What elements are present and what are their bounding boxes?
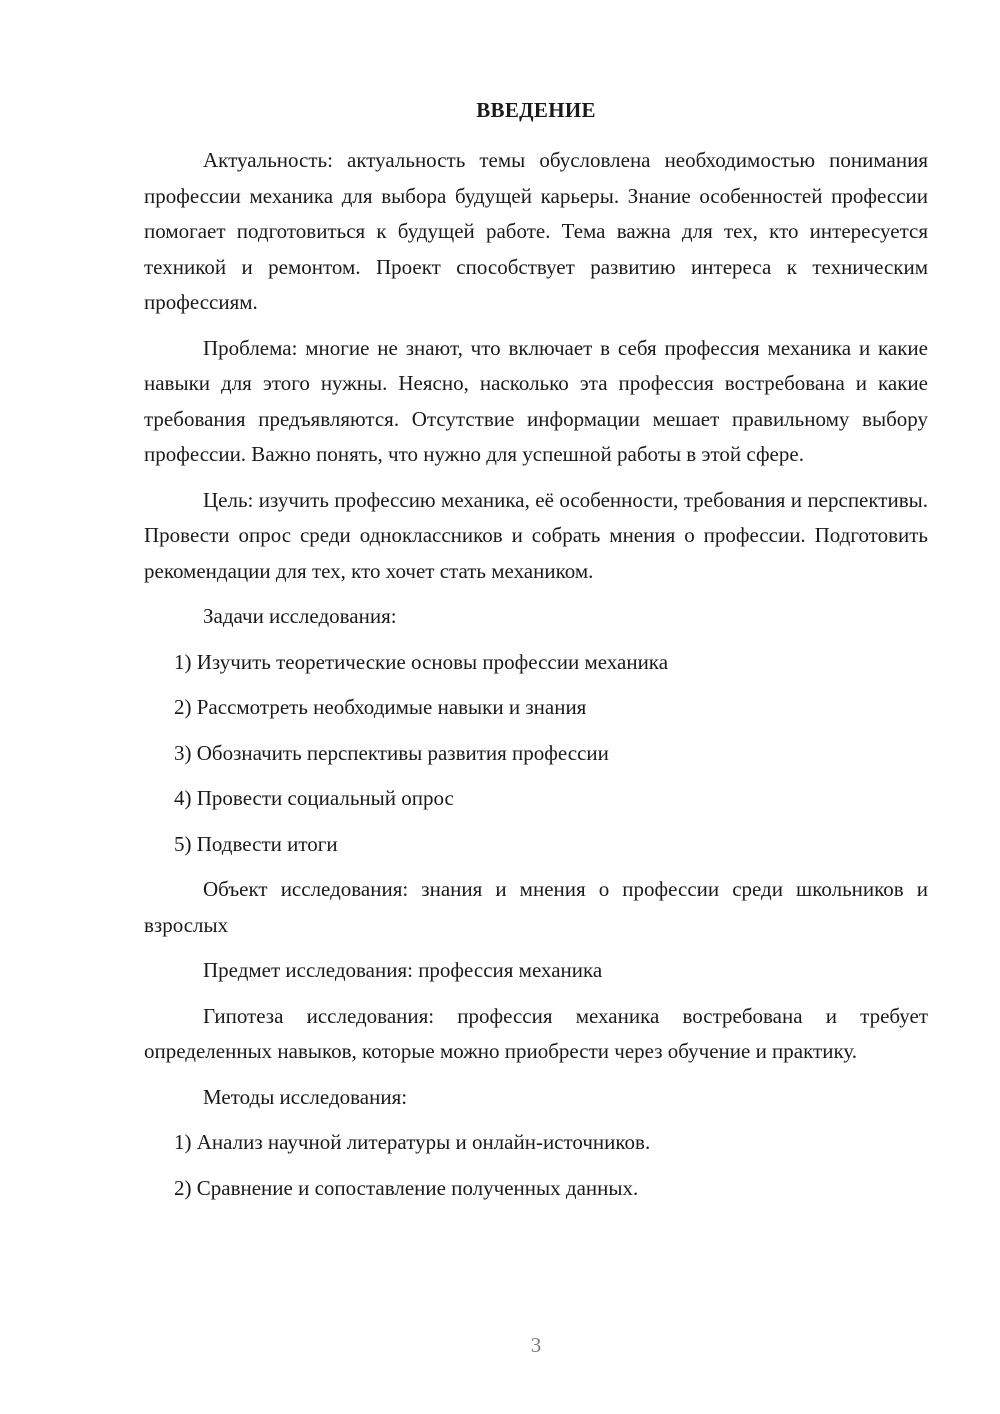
methods-list	[144, 1125, 928, 1206]
section-title: ВВЕДЕНИЕ	[476, 98, 596, 122]
tasks-list	[144, 645, 928, 863]
tasks-heading: Задачи исследования:	[203, 604, 397, 628]
relevance-paragraph: Актуальность: актуальность темы обусловлена необходимостью понимания профессии механика для выбора будущей карьеры. Знание особенностей профессии помогает подготовиться к будущей работе. Тема важна для тех, кто интересуется техникой и ремонтом. Проект способствует развитию интереса к техническим профессиям.	[144, 148, 928, 314]
list-item: 1) Изучить теоретические основы профессии механика	[174, 649, 669, 674]
list-item: 4) Провести социальный опрос	[174, 786, 454, 810]
object-paragraph: Объект исследования: знания и мнения о профессии среди школьников и взрослых	[144, 877, 928, 937]
list-item: 1) Анализ научной литературы и онлайн-источников.	[174, 1130, 651, 1154]
list-item: 2) Рассмотреть необходимые навыки и знания	[174, 695, 587, 719]
hypothesis-paragraph: Гипотеза исследования: профессия механика востребована и требует определенных навыков, которые можно приобрести через обучение и практику.	[144, 1003, 928, 1063]
document-page	[144, 94, 928, 1216]
list-item: 2) Сравнение и сопоставление полученных данных.	[174, 1175, 639, 1200]
subject-paragraph: Предмет исследования: профессия механика	[203, 958, 603, 982]
list-item: 3) Обозначить перспективы развития профессии	[174, 740, 609, 765]
goal-paragraph: Цель: изучить профессию механика, её особенности, требования и перспективы. Провести опрос среди одноклассников и собрать мнения о профессии. Подготовить рекомендации для тех, кто хочет стать механиком.	[144, 487, 928, 583]
page-number: 3	[530, 1333, 542, 1357]
list-item: 5) Подвести итоги	[174, 831, 338, 856]
methods-heading: Методы исследования:	[203, 1084, 408, 1109]
problem-paragraph: Проблема: многие не знают, что включает в себя профессия механика и какие навыки для этого нужны. Неясно, насколько эта профессия востребована и какие требования предъявляются. Отсутствие информации мешает правильному выбору профессии. Важно понять, что нужно для успешной работы в этой сфере.	[144, 335, 928, 466]
